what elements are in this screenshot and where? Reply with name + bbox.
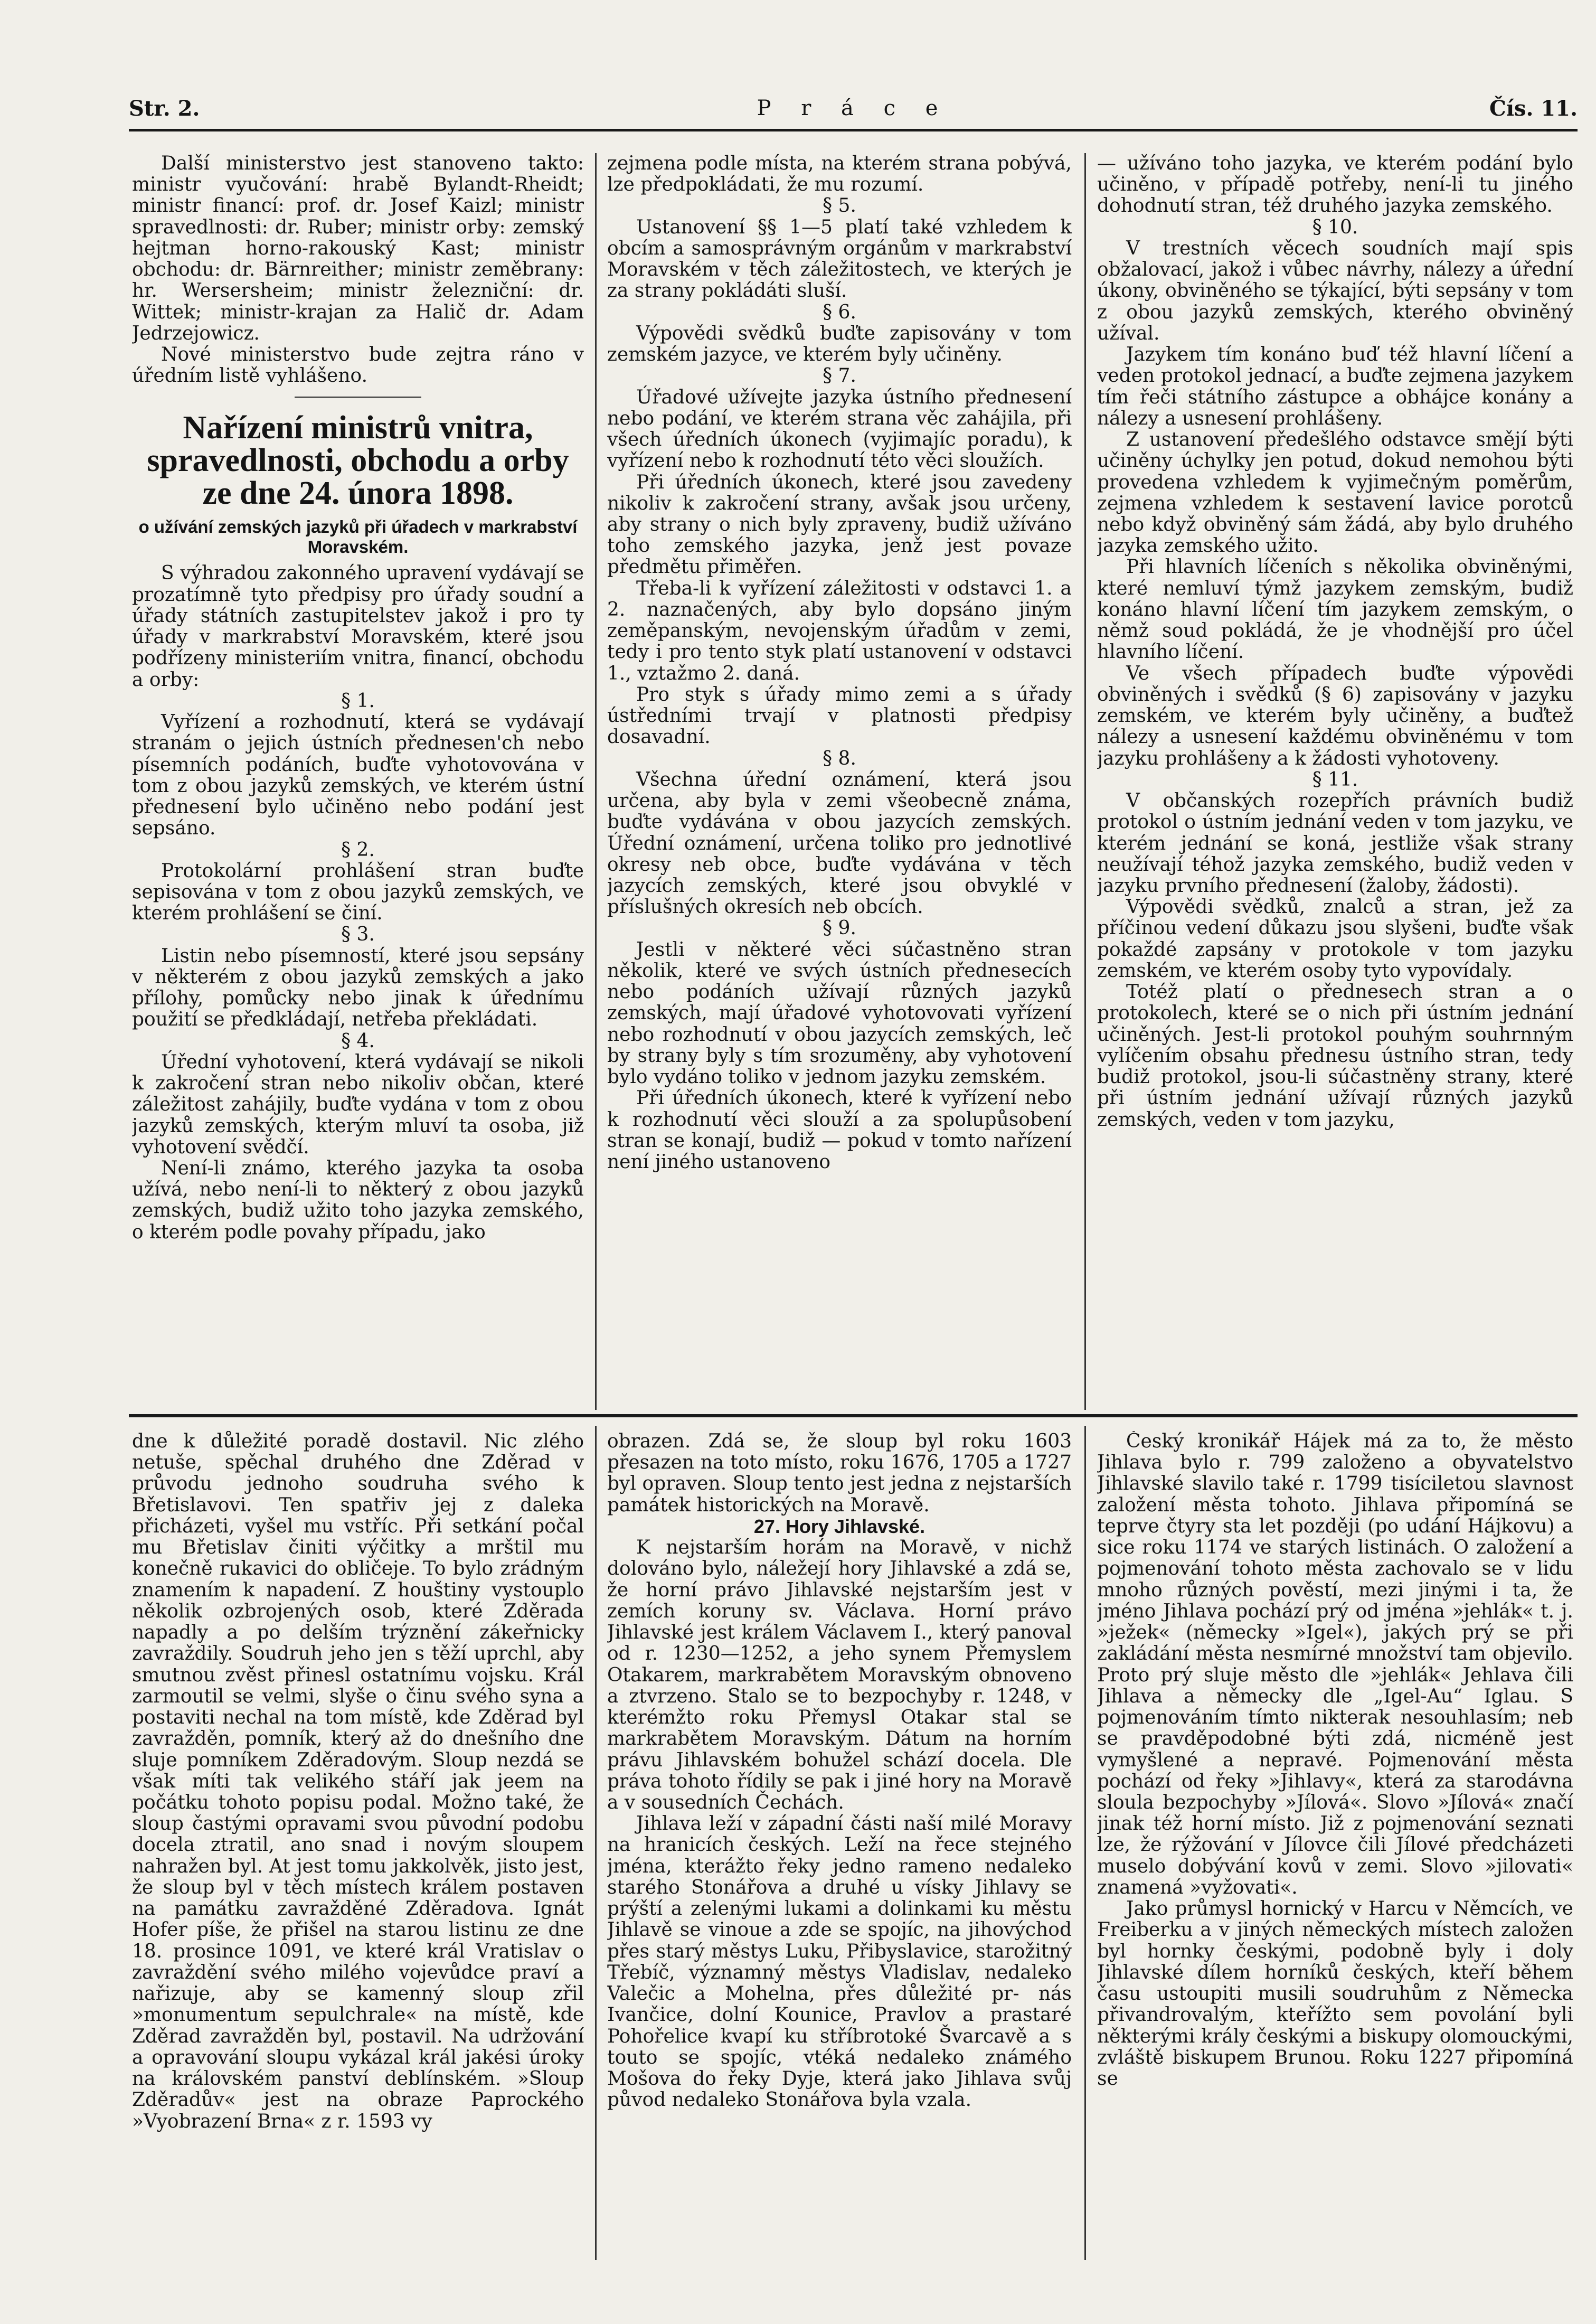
section-mark: § 9. (823, 917, 856, 939)
paragraph: Jestli v některé věci súčastněno stran několik, které ve svých ústních přednesecích nebo podáních užívají různých jazyků zemských, mají úřadové vyhotovovati vyřízení nebo rozhodnutí v obou jazycích zemských, leč by strany byly s tím srozuměny, aby vyhotovení bylo vydáno toliko v jednom jazyku zemském. (607, 938, 1072, 1088)
paragraph: Jihlava leží v západní části naší milé Moravy na hranicích českých. Leží na řece stejného jména, kterážto řeky jedno rameno nedaleko starého Stonářova a druhé u vísky Jihlavy se prýští a zelenými lukami a dolinkami ku městu Jihlavě se vinoue a zde se spojíc, na jihovýchod přes starý městys Luku, Přibyslavice, starožitný Třebíč, významný městys Vladislav, nedaleko Valečic a Mohelna, přes důležité pr- nás Ivančice, dolní Kounice, Pravlov a prastaré Pohořelice kvapí ku stříbrotoké Švarcavě a s touto se spojíc, vtéká nedaleko známého Mošova do řeky Dyje, která jako Jihlava svůj původ nedaleko Stonářova byla vzala. (607, 1813, 1072, 2111)
column-divider (595, 1426, 597, 2260)
paragraph: Třeba-li k vyřízení záležitosti v odstavci 1. a 2. naznačených, aby bylo dopsáno jiným zeměpanským, nevojenským úřadům v zemi, tedy i pro tento styk platí ustanovení v odstavci 1., vztažmo 2. daná. (607, 577, 1072, 684)
paragraph: Při hlavních líčeních s několika obviněnými, které nemluví týmž jazykem zemským, budiž konáno hlavní líčení tím jazykem zemským, o němž soud pokládá, že je vhodnější pro účel hlavního líčení. (1097, 556, 1573, 663)
section-mark: § 3. (341, 924, 375, 946)
paragraph: Ustanovení §§ 1—5 platí také vzhledem k obcím a samosprávným orgánům v markrabství Moravském v těch záležitostech, ve kterých je za strany pokládáti sluší. (607, 216, 1072, 302)
section-mark: § 8. (823, 747, 856, 769)
bottom-column-2 (607, 1431, 1072, 2255)
bottom-column-1 (132, 1431, 584, 2255)
paragraph: Totéž platí o přednesech stran a o protokolech, které se o nich při ústním jednání učiněných. Jest-li protokol pouhým souhrnným vylíčením obsahu přednesu ústního stran, tedy budiž protokol, jsou-li súčastněny strany, které při ústním jednání užívají různých jazyků zemských, veden v tom jazyku, (1097, 981, 1573, 1131)
section-mark: § 5. (823, 195, 856, 217)
section-mark: § 6. (823, 301, 856, 323)
paragraph: Nové ministerstvo bude zejtra ráno v úředním listě vyhlášeno. (132, 344, 584, 387)
paragraph: Jako průmysl hornický v Harcu v Němcích, ve Freiberku a v jiných německých místech založen byl hornky českými, podobně byly i doly Jihlavské dílem horníků českých, kteří během času ustoupiti musili soudruhům z Německa přivandrovalým, kteřížto sem povolání byli některými krály českými a biskupy olomouckými, zvláště biskupem Brunou. Roku 1227 připomíná se (1097, 1898, 1573, 2090)
paragraph: V občanských rozepřích právních budiž protokol o ústním jednání veden v tom jazyku, ve kterém jednání se koná, jestliže však strany neužívají téhož jazyka zemského, budiž veden v jazyku prvního přednesení (žaloby, žádosti). (1097, 790, 1573, 897)
paragraph: Výpovědi svědků, znalců a stran, jež za příčinou vedení důkazu jsou slyšeni, buďte však pokaždé zapsány v protokole v tom jazyku zemském, ve kterém osoby tyto vypovídaly. (1097, 896, 1573, 982)
paragraph: zejmena podle místa, na kterém strana pobývá, lze předpokládati, že mu rozumí. (607, 153, 1072, 196)
paragraph: Vyřízení a rozhodnutí, která se vydávají stranám o jejich ústních přednesen'ch nebo písemních podáních, buďte vyhotovována v tom z obou jazyků zemských, ve kterém ústní přednesení bylo učiněno nebo podání jest sepsáno. (132, 711, 584, 840)
section-mark: § 1. (341, 690, 375, 712)
separator (295, 397, 421, 398)
paragraph: Listin nebo písemností, které jsou sepsány v některém z obou jazyků zemských a jako přílohy, pomůcky nebo jinak k úřednímu použití se předkládají, netřeba překládati. (132, 945, 584, 1031)
paragraph: Při úředních úkonech, které jsou zavedeny nikoliv k zakročení strany, avšak jsou určeny, aby strany o nich byly zpraveny, budiž užíváno toho zemského jazyka, jenž jest povaze předmětu přiměřen. (607, 471, 1072, 578)
paragraph: obrazen. Zdá se, že sloup byl roku 1603 přesazen na toto místo, roku 1676, 1705 a 1727 byl opraven. Sloup tento jest jedna z nejstarších památek historických na Moravě. (607, 1431, 1072, 1516)
paragraph: Další ministerstvo jest stanoveno takto: ministr vyučování: hrabě Bylandt-Rheidt; ministr financí: prof. dr. Josef Kaizl; ministr spravedlnosti: dr. Ruber; ministr orby: zemský hejtman horno-rakouský Kast; ministr obchodu: dr. Bärnreither; ministr zeměbrany: hr. Wersersheim; ministr železniční: dr. Wittek; ministr-krajan za Halič dr. Adam Jedrzejowicz. (132, 153, 584, 344)
decree-heading: Nařízení ministrů vnitra, spravedlnosti, obchodu a orby ze dne 24. února 1898. (147, 409, 569, 511)
column-divider (595, 153, 597, 1410)
header-rule (129, 129, 1578, 131)
paragraph: — užíváno toho jazyka, ve kterém podání bylo učiněno, v případě potřeby, není-li tu jiného dohodnutí stran, též druhého jazyka zemského. (1097, 153, 1573, 217)
newspaper-title: P r á c e (757, 96, 950, 120)
section-divider (129, 1414, 1578, 1417)
section-mark: § 2. (341, 839, 375, 861)
section-mark: § 7. (823, 365, 856, 387)
paragraph: Všechna úřední oznámení, která jsou určena, aby byla v zemi všeobecně známa, buďte vydávána v obou jazycích zemských. Úřední oznámení, určena toliko pro jednotlivé okresy neb obce, buďte vydávána v těch jazycích zemských, které jsou obvyklé v příslušných okresích neb obcích. (607, 768, 1072, 918)
top-column-3 (1097, 153, 1573, 1405)
column-divider (1084, 1426, 1086, 2260)
section-mark: § 11. (1312, 768, 1358, 791)
page-header (129, 96, 1578, 131)
paragraph: S výhradou zakonného upravení vydávají se prozatímně tyto předpisy pro úřady soudní a úřady státních zastupitelstev jakož i pro ty úřady v markrabství Moravském, které jsou podřízeny ministeriím vnitra, financí, obchodu a orby: (132, 562, 584, 691)
section-heading: 27. Hory Jihlavské. (753, 1515, 926, 1537)
paragraph: Pro styk s úřady mimo zemi a s úřady ústředními trvají v platnosti předpisy dosavadní. (607, 683, 1072, 748)
column-divider (1084, 153, 1086, 1410)
bottom-column-3 (1097, 1431, 1573, 2255)
top-column-2 (607, 153, 1072, 1405)
section-mark: § 4. (341, 1030, 375, 1052)
paragraph: Protokolární prohlášení stran buďte sepisována v tom z obou jazyků zemských, ve kterém prohlášení se činí. (132, 860, 584, 925)
paragraph: dne k důležité poradě dostavil. Nic zlého netuše, spěchal druhého dne Zděrad v průvodu jednoho soudruha svého k Břetislavovi. Ten spatřiv jej z daleka přicházeti, vyšel mu vstříc. Při setkání počal mu Břetislav činiti výčitky a mrštil mu konečně rukavici do obličeje. To bylo zrádným znamením k napadení. Z houštiny vystouplo několik ozbrojených osob, které Zděrada napadly a po delším trýznění zákeřnicky zavraždily. Soudruh jeho jen s těží uprchl, aby smutnou zvěst přinesl ostatnímu vojsku. Král zarmoutil se velmi, slyše o činu svého syna a postaviti nechal na tom místě, kde Zděrad byl zavražděn, pomník, který až do dnešního dne sluje pomníkem Zděradovým. Sloup nezdá se však míti tak velikého stáří jak jeem na počátku tohoto popisu podal. Možno také, že sloup častými opravami svou původní podobu docela ztratil, ano snad i novým sloupem nahražen byl. At jest tomu jakkolvěk, jisto jest, že sloup byl v těch místech králem postaven na památku zavražděné Zděradova. Ignát Hofer píše, že přišel na starou listinu ze dne 18. prosince 1091, ve které král Vratislav o zavraždění svého milého vojevůdce praví a nařizuje, aby se kamenný sloup zřil »monumentum sepulchrale« na místě, kde Zděrad zavražděn byl, postavil. Na udržování a opravování sloupu vykázal král jakési úroky na královském panství deblínském. »Sloup Zděradův« jest na obraze Paprockého »Vyobrazení Brna« z r. 1593 vy (132, 1431, 584, 2132)
section-mark: § 10. (1312, 216, 1358, 238)
paragraph: Jazykem tím konáno buď též hlavní líčení a veden protokol jednací, a buďte zejmena jazykem tím řeči státního zástupce a obhájce konány a nálezy a usnesení prohlášeny. (1097, 344, 1573, 429)
issue-number: Čís. 11. (1489, 96, 1578, 121)
paragraph: Český kronikář Hájek má za to, že město Jihlava bylo r. 799 založeno a obyvatelstvo Jihlavské slavilo také r. 1799 tisíciletou slavnost založení města tohoto. Jihlava připomíná se teprve čtyry sta let později (po udání Hájkovu) a sice roku 1174 ve starých listinách. O založení a pojmenování tohoto města zachovalo se v lidu mnoho různých pověstí, mezi jinými i ta, že jméno Jihlava pochází prý od jména »jehlák« t. j. »ježek« (německy »Igel«), jakých prý se při zakládání města nesmírné množství tam objevilo. Proto prý sluje město dle »jehlák« Jehlava čili Jihlava a německy dle „Igel-Au“ Iglau. S pojmenováním tímto nikterak nesouhlasím; neb se pravděpodobné býti zdá, nicméně jest vymyšlené a nepravé. Pojmenování města pochází od řeky »Jihlavy«, která za starodávna sloula bezpochyby »Jílová«. Slovo »Jílová« značí jinak též horní místo. Již z pojmenování seznati lze, že rýžování v Jílovce čili Jílové předcházeti muselo dobývání kovů v zemi. Slovo »jilovati« znamená »vyžovati«. (1097, 1431, 1573, 1898)
paragraph: V trestních věcech soudních mají spis obžalovací, jakož i vůbec návrhy, nálezy a úřední úkony, obviněného se týkající, býti sepsány v tom z obou jazyků zemských, kterého obviněný užíval. (1097, 237, 1573, 344)
decree-subheading: o užívání zemských jazyků při úřadech v markrabství Moravském. (138, 516, 578, 557)
paragraph: Ve všech případech buďte výpovědi obviněných i svědků (§ 6) zapisovány v jazyku zemském, ve kterém byly učiněny, a buďtež nálezy a usnesení každému obviněnému v tom jazyku prohlášeny a k žádosti vyhotoveny. (1097, 662, 1573, 769)
paragraph: Úřadové užívejte jazyka ústního přednesení nebo podání, ve kterém strana věc zahájila, při všech úředních úkonech (vyjimajíc poradu), k vyřízení nebo k rozhodnutí této věci sloužích. (607, 386, 1072, 472)
paragraph: Z ustanovení předešlého odstavce smějí býti učiněny úchylky jen potud, dokud nemohou býti provedena vzhledem k vyjimečným poměrům, zejmena vzhledem k sestavení lavice porotců nebo když obviněný sám žádá, aby bylo druhého jazyka zemského užito. (1097, 429, 1573, 557)
paragraph: Úřední vyhotovení, která vydávají se nikoli k zakročení stran nebo nikoliv občan, které záležitost zahájily, buďte vydána v tom z obou jazyků zemských, kterým mluví ta osoba, již vyhotovení svědčí. (132, 1051, 584, 1158)
paragraph: Při úředních úkonech, které k vyřízení nebo k rozhodnutí věci slouží a za spolupůsobení stran se konají, budiž — pokud v tomto nařízení není jiného ustanoveno (607, 1087, 1072, 1173)
paragraph: K nejstarším horám na Moravě, v nichž dolováno bylo, náležejí hory Jihlavské a zdá se, že horní právo Jihlavské nejstarším jest v zemích koruny sv. Václava. Horní právo Jihlavské jest králem Václavem I., který panoval od r. 1230—1252, a jeho synem Přemyslem Otakarem, markrabětem Moravským obnoveno a ztvrzeno. Stalo se to bezpochyby r. 1248, v kterémžto roku Přemysl Otakar stal se markrabětem Moravským. Dátum na horním právu Jihlavském bohužel schází docela. Dle práva tohoto řídily se pak i jiné hory na Moravě a v sousedních Čechách. (607, 1537, 1072, 1813)
top-column-1 (132, 153, 584, 1405)
paragraph: Není-li známo, kterého jazyka ta osoba užívá, nebo není-li to některý z obou jazyků zemských, budiž užito toho jazyka zemského, o kterém podle povahy případu, jako (132, 1158, 584, 1243)
page-number: Str. 2. (129, 96, 200, 121)
paragraph: Výpovědi svědků buďte zapisovány v tom zemském jazyce, ve kterém byly učiněny. (607, 322, 1072, 366)
